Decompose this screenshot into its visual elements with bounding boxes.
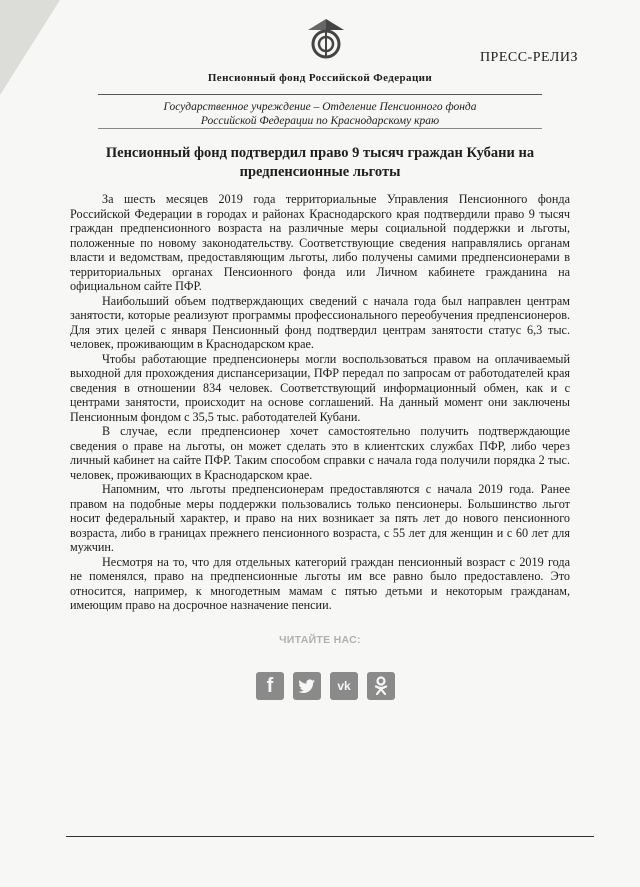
article-title: Пенсионный фонд подтвердил право 9 тысяч граждан Кубани на предпенсионные льготы xyxy=(105,145,535,180)
paragraph: За шесть месяцев 2019 года территориальные Управления Пенсионного фонда Российской Федерации в городах и районах Краснодарского края подтвердили право 9 тысяч граждан предпенсионного возраста на различные меры социальной поддержки и льготы, положенные по новому законодательству. Соответствующие сведения направлялись органам власти и ведомствам, предоставляющим льготы, либо получены самими предпенсионерами в территориальных органах Пенсионного фонда или Личном кабинете гражданина на официальном сайте ПФР. xyxy=(70,192,570,293)
paragraph: Напомним, что льготы предпенсионерам предоставляются с начала 2019 года. Ранее правом на подобные меры поддержки пользовались только пенсионеры. Большинство льгот носит федеральный характер, и право на них возникает за пять лет до нового пенсионного возраста, либо в границах прежнего пенсионного возраста, с 55 лет для женщин и с 60 лет для мужчин. xyxy=(70,482,570,554)
subtitle-divider xyxy=(98,128,542,129)
odnoklassniki-icon[interactable] xyxy=(367,672,395,700)
organization-subtitle xyxy=(0,100,640,128)
subtitle-line-2: Российской Федерации по Краснодарскому краю xyxy=(200,115,440,127)
facebook-icon[interactable]: f xyxy=(256,672,284,700)
subtitle-line-1: Государственное учреждение – Отделение Пенсионного фонда xyxy=(163,101,477,113)
paragraph: Чтобы работающие предпенсионеры могли воспользоваться правом на оплачиваемый выходной для прохождения диспансеризации, ПФР передал по запросам от работодателей края сведения в отношении 834 человек. Соответствующий информационный обмен, как и с центрами занятости, происходит на основе соглашений. На данный момент они заключены Пенсионным фондом с 35,5 тыс. работодателей Кубани. xyxy=(70,351,570,424)
paragraph: Наибольший объем подтверждающих сведений с начала года был направлен центрам занятости, которые реализуют программы профессионального переобучения предпенсионеров. Для этих целей с января Пенсионный фонд подтвердил центрам занятости статус 6,3 тыс. человек, проживающим в Краснодарском крае. xyxy=(70,293,570,351)
paragraph: Несмотря на то, что для отдельных категорий граждан пенсионный возраст с 2019 года не поменялся, право на предпенсионные льготы им все равно было предоставлено. Это относится, например, к многодетным мамам с пятью детьми и некоторым гражданам, имеющим право на досрочное назначение пенсии. xyxy=(70,554,570,612)
organization-name: Пенсионный фонд Российской Федерации xyxy=(207,72,433,84)
read-us-label: ЧИТАЙТЕ НАС: xyxy=(279,634,361,646)
paragraph: В случае, если предпенсионер хочет самостоятельно получить подтверждающие сведения о праве на льготы, он может сделать это в клиентских службах ПФР, либо через личный кабинет на сайте ПФР. Таким способом справки с начала года получили порядка 2 тыс. человек, проживающих в Краснодарском крае. xyxy=(70,424,570,482)
header-divider xyxy=(98,94,542,95)
pfr-logo-icon xyxy=(304,16,348,62)
article-body xyxy=(70,192,570,613)
social-links xyxy=(256,672,395,700)
footer-divider xyxy=(66,836,594,837)
press-release-label: ПРЕСС-РЕЛИЗ xyxy=(479,50,578,65)
twitter-icon[interactable] xyxy=(293,672,321,700)
vk-icon[interactable]: vk xyxy=(330,672,358,700)
